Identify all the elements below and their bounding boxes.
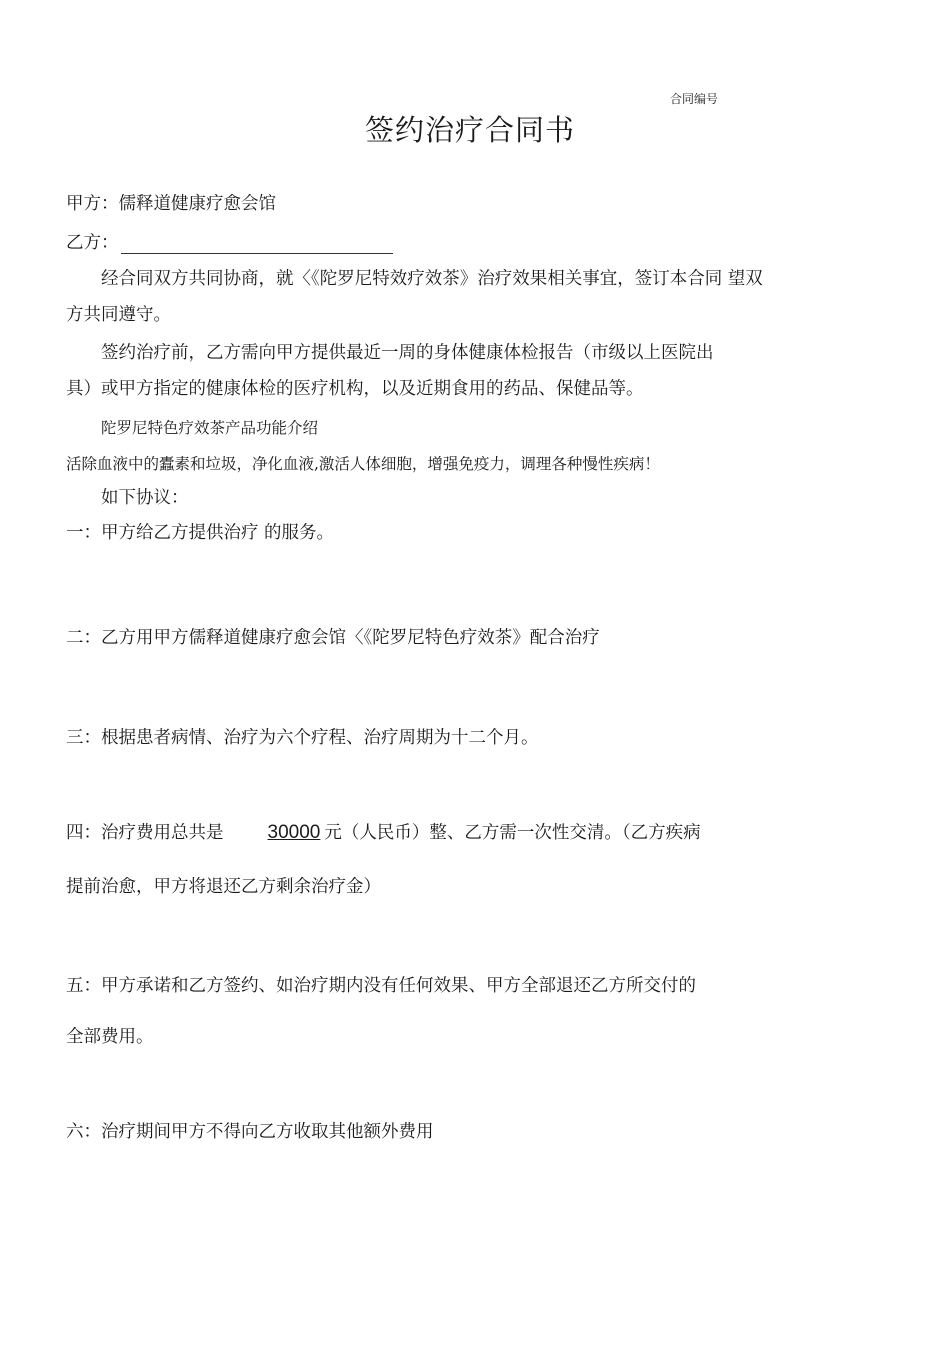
clause-3: 三：根据患者病情、治疗为六个疗程、治疗周期为十二个月。 — [66, 728, 539, 748]
party-b-row — [66, 229, 393, 254]
clause-4-line2: 提前治愈，甲方将退还乙方剩余治疗金） — [66, 877, 381, 897]
party-b-label: 乙方： — [66, 233, 119, 253]
fee-amount: 30000 — [267, 822, 321, 843]
intro-para1-line2: 方共同遵守。 — [66, 305, 171, 325]
intro-para2-line2: 具）或甲方指定的健康体检的医疗机构，以及近期食用的药品、保健品等。 — [66, 379, 644, 399]
clause-5-line1: 五：甲方承诺和乙方签约、如治疗期内没有任何效果、甲方全部退还乙方所交付的 — [66, 976, 696, 996]
product-description: 活除血液中的蠹素和垃圾，净化血液,激活人体细胞，增强免疫力，调理各种慢性疾病！ — [66, 455, 660, 473]
page-title: 签约治疗合同书 — [364, 113, 575, 147]
product-heading: 陀罗尼特色疗效茶产品功能介绍 — [101, 419, 319, 437]
clause-6: 六：治疗期间甲方不得向乙方收取其他额外费用 — [66, 1122, 434, 1142]
clause-1: 一：甲方给乙方提供治疗 的服务。 — [66, 523, 335, 543]
clause-4-suffix: 元（人民币）整、乙方需一次性交清。（乙方疾病 — [324, 823, 701, 843]
clause-5-line2: 全部费用。 — [66, 1027, 154, 1047]
intro-para2-line1: 签约治疗前，乙方需向甲方提供最近一周的身体健康体检报告（市级以上医院出 — [101, 343, 714, 363]
party-a: 甲方：儒释道健康疗愈会馆 — [66, 194, 276, 214]
intro-para1-line1: 经合同双方共同协商，就〈《陀罗尼特效疗效茶》治疗效果相关事宜，签订本合同 望双 — [101, 269, 763, 289]
clause-4-prefix: 四：治疗费用总共是 — [66, 823, 224, 843]
contract-number-label: 合同编号 — [670, 92, 719, 106]
clause-4-line1 — [66, 819, 701, 844]
agreement-lead: 如下协议： — [101, 488, 189, 508]
party-b-blank-line — [121, 235, 393, 254]
clause-2: 二：乙方用甲方儒释道健康疗愈会馆〈《陀罗尼特色疗效茶》配合治疗 — [66, 628, 600, 648]
